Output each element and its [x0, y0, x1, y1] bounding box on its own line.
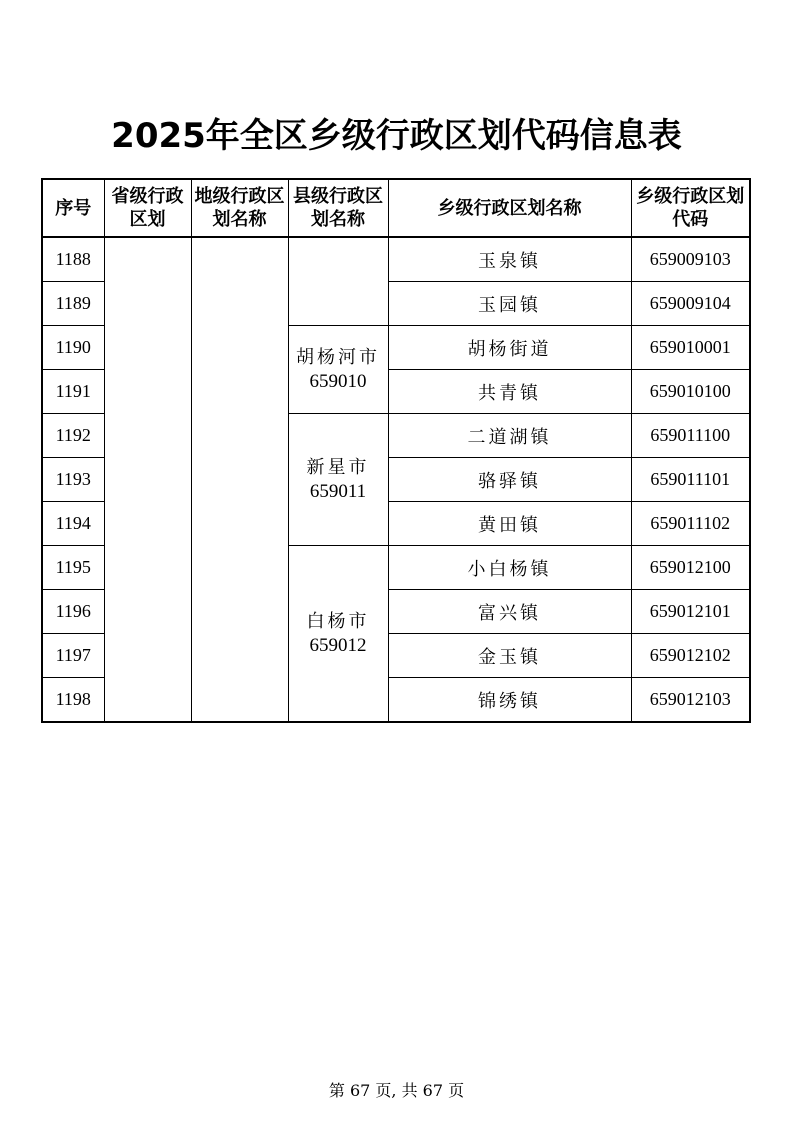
- row-code: 659010100: [631, 370, 750, 414]
- county-cell-baiyang: [288, 546, 388, 723]
- row-seq: 1188: [42, 237, 104, 282]
- row-code: 659012102: [631, 634, 750, 678]
- row-code: 659009103: [631, 237, 750, 282]
- row-code: 659011101: [631, 458, 750, 502]
- header-county: 县级行政区划名称: [288, 179, 388, 237]
- header-township: 乡级行政区划名称: [388, 179, 631, 237]
- county-name: 新星市: [306, 456, 370, 478]
- county-code: 659010: [309, 370, 367, 392]
- header-prefecture: 地级行政区划名称: [191, 179, 288, 237]
- row-township: 玉园镇: [388, 282, 631, 326]
- row-code: 659012100: [631, 546, 750, 590]
- row-seq: 1190: [42, 326, 104, 370]
- header-code: 乡级行政区划代码: [631, 179, 750, 237]
- row-township: 玉泉镇: [388, 237, 631, 282]
- row-seq: 1195: [42, 546, 104, 590]
- row-seq: 1193: [42, 458, 104, 502]
- row-township: 小白杨镇: [388, 546, 631, 590]
- document-title: 2025年全区乡级行政区划代码信息表: [111, 116, 682, 156]
- row-code: 659011100: [631, 414, 750, 458]
- header-seq: 序号: [42, 179, 104, 237]
- row-seq: 1197: [42, 634, 104, 678]
- row-code: 659010001: [631, 326, 750, 370]
- row-code: 659011102: [631, 502, 750, 546]
- row-township: 骆驿镇: [388, 458, 631, 502]
- row-township: 黄田镇: [388, 502, 631, 546]
- row-seq: 1189: [42, 282, 104, 326]
- county-cell-huyanghe: [288, 326, 388, 414]
- county-cell-empty: [288, 237, 388, 326]
- page-footer: 第 67 页, 共 67 页: [328, 1081, 465, 1100]
- table-row: [42, 237, 750, 282]
- row-township: 锦绣镇: [388, 678, 631, 723]
- row-township: 二道湖镇: [388, 414, 631, 458]
- county-name: 胡杨河市: [296, 346, 380, 368]
- prefecture-cell: [191, 237, 288, 722]
- province-cell: [104, 237, 191, 722]
- row-seq: 1191: [42, 370, 104, 414]
- row-seq: 1192: [42, 414, 104, 458]
- row-seq: 1194: [42, 502, 104, 546]
- row-seq: 1198: [42, 678, 104, 723]
- county-cell-xinxing: [288, 414, 388, 546]
- county-name: 白杨市: [306, 610, 370, 632]
- row-township: 富兴镇: [388, 590, 631, 634]
- table-header-row: [42, 179, 750, 237]
- row-township: 共青镇: [388, 370, 631, 414]
- county-code: 659011: [309, 480, 367, 502]
- header-province: 省级行政区划: [104, 179, 191, 237]
- row-township: 金玉镇: [388, 634, 631, 678]
- row-township: 胡杨街道: [388, 326, 631, 370]
- row-code: 659012101: [631, 590, 750, 634]
- row-code: 659009104: [631, 282, 750, 326]
- county-code: 659012: [309, 634, 367, 656]
- division-code-table: [41, 178, 751, 723]
- row-seq: 1196: [42, 590, 104, 634]
- row-code: 659012103: [631, 678, 750, 723]
